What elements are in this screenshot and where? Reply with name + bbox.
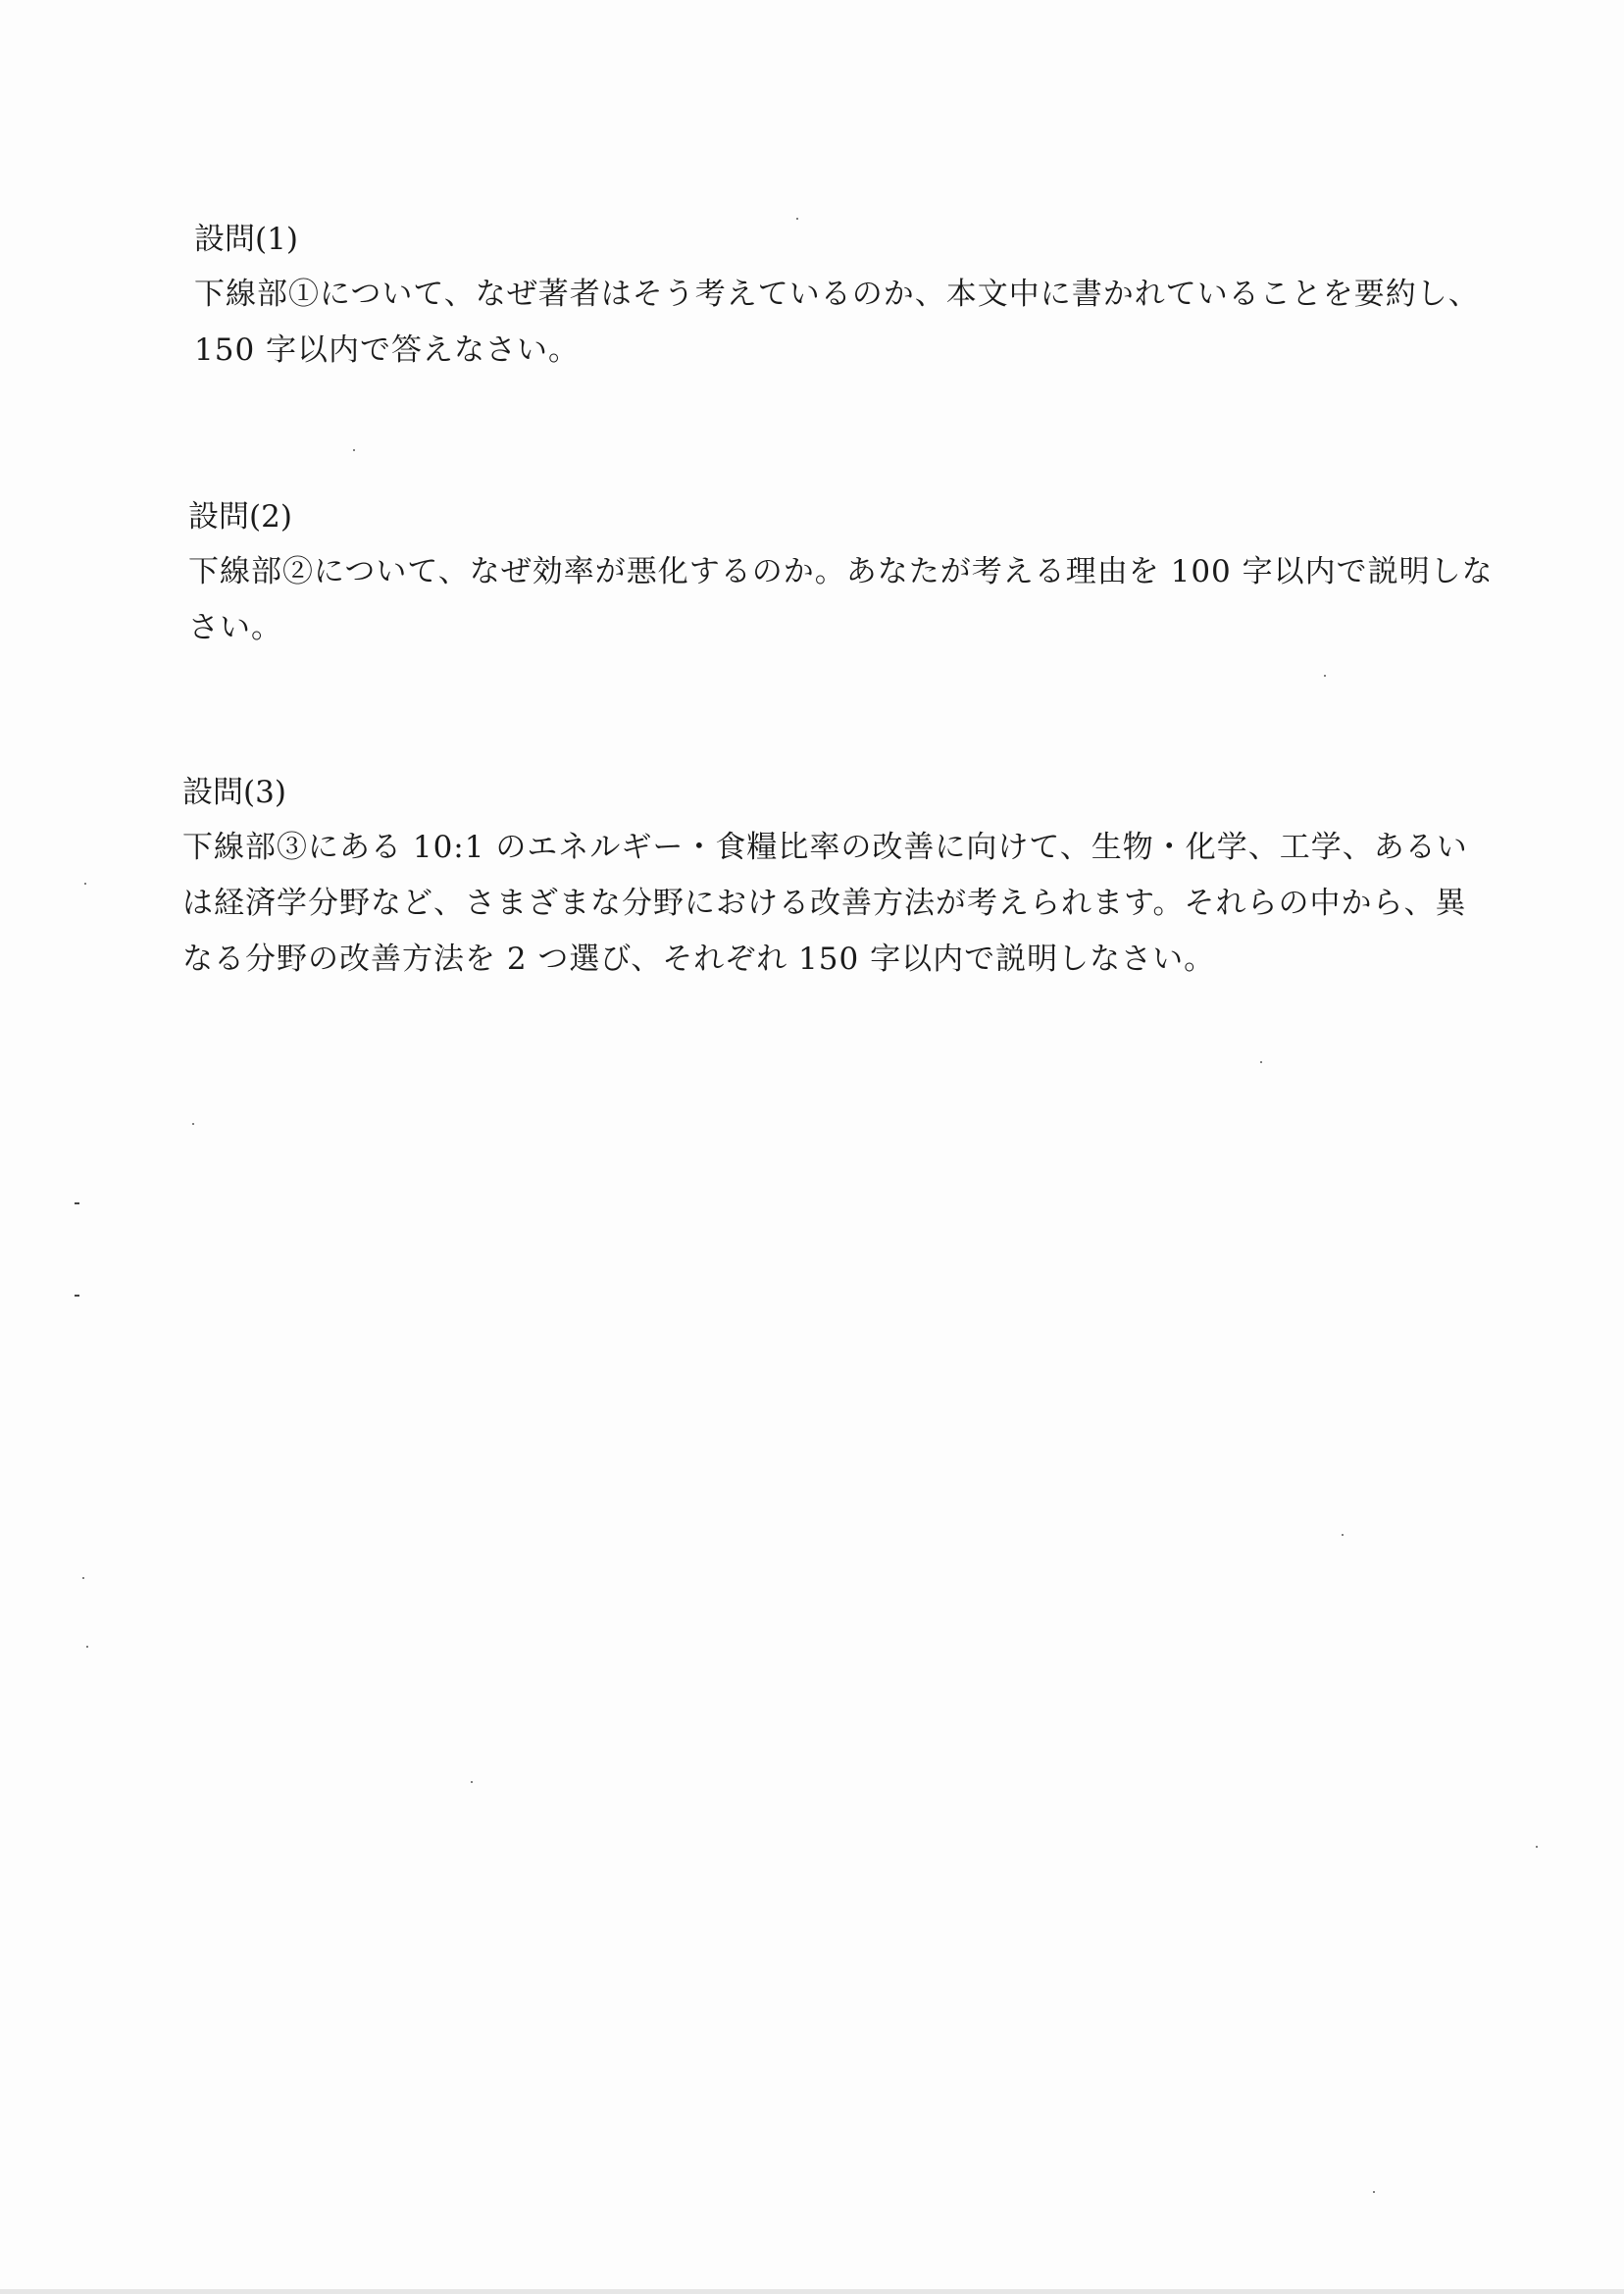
question-3 — [182, 771, 1536, 988]
scan-speck — [192, 1123, 194, 1125]
scan-speck — [1536, 1846, 1538, 1848]
scan-speck — [471, 1781, 473, 1783]
question-1-line-2: 150 字以内で答えなさい。 — [194, 332, 581, 368]
question-3-text — [182, 820, 1536, 988]
question-2-text — [188, 544, 1542, 656]
question-3-heading: 設問(3) — [182, 775, 286, 810]
question-1-heading: 設問(1) — [194, 222, 298, 257]
scan-mark — [75, 1295, 79, 1297]
scan-speck — [84, 883, 86, 885]
question-3-line-3: なる分野の改善方法を 2 つ選び、それぞれ 150 字以内で説明しなさい。 — [182, 942, 1216, 977]
scan-speck — [353, 449, 355, 451]
scan-speck — [796, 218, 798, 220]
scan-speck — [1373, 2191, 1375, 2193]
scan-mark — [75, 1202, 79, 1204]
question-2-heading: 設問(2) — [188, 499, 292, 535]
scan-speck — [1260, 1061, 1262, 1063]
scan-speck — [1324, 675, 1326, 677]
question-1-text — [194, 267, 1548, 379]
scan-bottom-edge — [0, 2289, 1624, 2294]
question-1 — [194, 218, 1548, 379]
question-2-line-2: さい。 — [188, 610, 282, 645]
scan-speck — [82, 1577, 84, 1579]
question-3-line-2: は経済学分野など、さまざまな分野における改善方法が考えられます。それらの中から、異 — [182, 886, 1467, 921]
question-2 — [188, 495, 1542, 656]
scan-speck — [1342, 1534, 1344, 1536]
question-3-line-1: 下線部③にある 10:1 のエネルギー・食糧比率の改善に向けて、生物・化学、工学、あるい — [182, 830, 1468, 865]
scan-speck — [86, 1646, 88, 1648]
question-1-line-1: 下線部①について、なぜ著者はそう考えているのか、本文中に書かれていることを要約し、 — [194, 277, 1480, 312]
question-2-line-1: 下線部②について、なぜ効率が悪化するのか。あなたが考える理由を 100 字以内で説明しな — [188, 554, 1494, 589]
